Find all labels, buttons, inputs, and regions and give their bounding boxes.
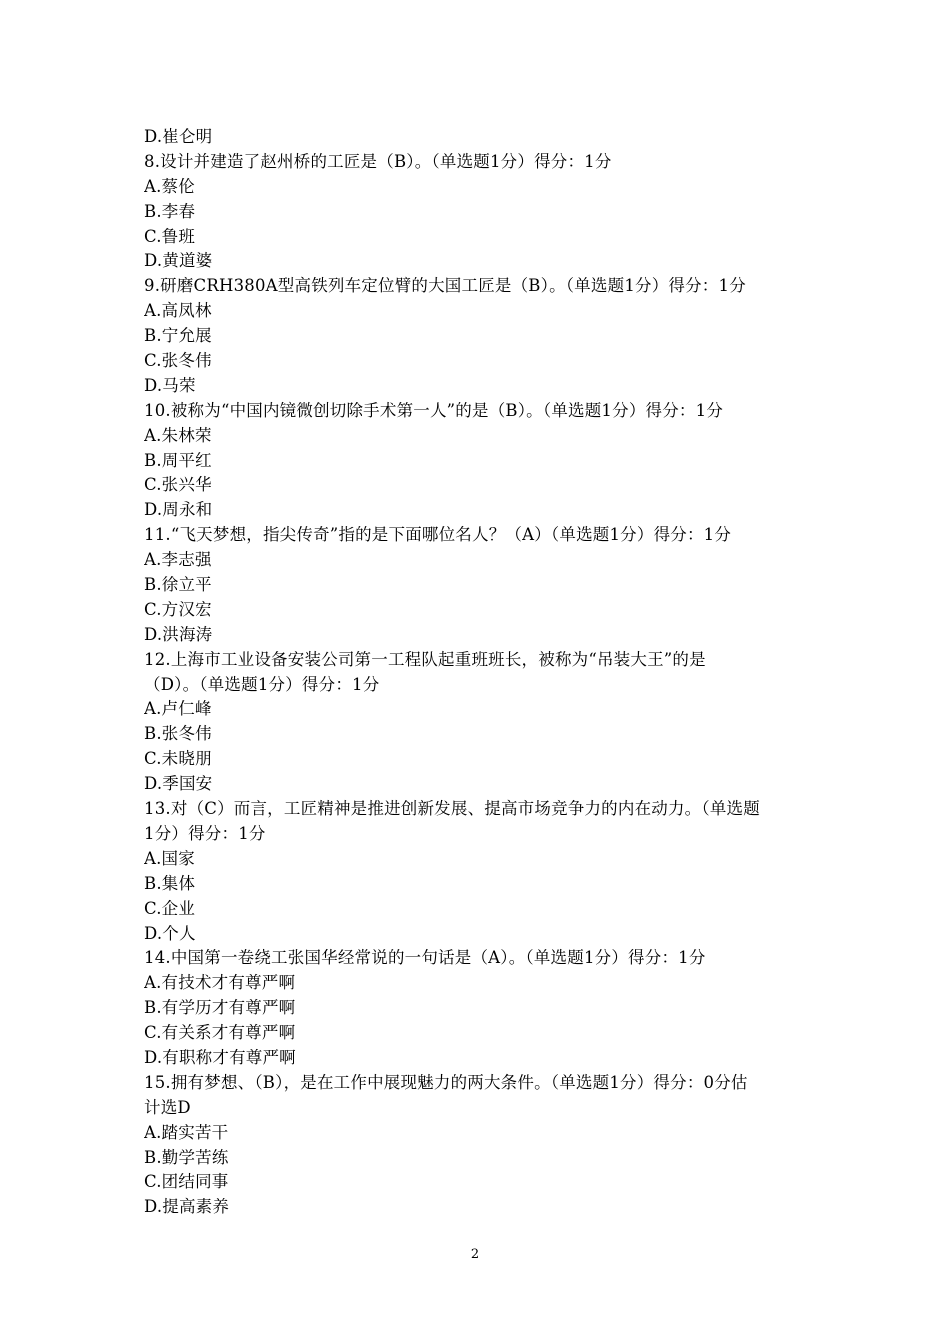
option-text: D.黄道婆 xyxy=(144,251,213,271)
question-text: 14.中国第一卷绕工张国华经常说的一句话是（A）。（单选题1分）得分：1分 xyxy=(144,948,706,968)
option-text: C.张兴华 xyxy=(144,475,212,495)
option-text: B.集体 xyxy=(144,873,196,893)
option-text: A.国家 xyxy=(144,848,195,868)
option-text: C.有关系才有尊严啊 xyxy=(144,1023,296,1043)
question-text: 9.研磨CRH380A型高铁列车定位臂的大国工匠是（B）。（单选题1分）得分：1分 xyxy=(144,276,746,296)
option-text: D.有职称才有尊严啊 xyxy=(144,1047,296,1067)
option-text: D.个人 xyxy=(144,923,196,943)
option-text: C.张冬伟 xyxy=(144,351,212,371)
option-text: C.企业 xyxy=(144,898,196,918)
option-text: A.蔡伦 xyxy=(144,176,195,196)
option-text: B.徐立平 xyxy=(144,575,212,595)
option-text: A.有技术才有尊严啊 xyxy=(144,973,296,993)
option-text: D.洪海涛 xyxy=(144,624,213,644)
document-body xyxy=(144,125,810,1220)
question-text: 11.“飞天梦想，指尖传奇”指的是下面哪位名人？（A）（单选题1分）得分：1分 xyxy=(144,525,732,545)
option-text: B.李春 xyxy=(144,201,196,221)
option-text: A.踏实苦干 xyxy=(144,1122,229,1142)
option-text: B.周平红 xyxy=(144,450,212,470)
option-text: B.宁允展 xyxy=(144,326,212,346)
option-text: A.卢仁峰 xyxy=(144,699,212,719)
question-text: 13.对（C）而言，工匠精神是推进创新发展、提高市场竞争力的内在动力。（单选题 xyxy=(144,799,760,819)
option-text: A.李志强 xyxy=(144,550,212,570)
option-text: B.有学历才有尊严啊 xyxy=(144,998,296,1018)
question-text: 10.被称为“中国内镜微创切除手术第一人”的是（B）。（单选题1分）得分：1分 xyxy=(144,400,724,420)
option-text: D.周永和 xyxy=(144,500,213,520)
question-text-continued: 计选D xyxy=(144,1097,191,1117)
option-text: A.朱林荣 xyxy=(144,425,212,445)
option-text: C.未晓朋 xyxy=(144,749,212,769)
option-text: A.高凤林 xyxy=(144,301,212,321)
option-text: B.勤学苦练 xyxy=(144,1147,229,1167)
page-number: 2 xyxy=(470,1247,480,1262)
text-line: D.崔仑明 xyxy=(144,127,213,146)
option-text: D.提高素养 xyxy=(144,1197,230,1217)
question-text: 12.上海市工业设备安装公司第一工程队起重班班长，被称为“吊装大王”的是 xyxy=(144,649,706,669)
question-text: 15.拥有梦想、（B），是在工作中展现魅力的两大条件。（单选题1分）得分：0分估 xyxy=(144,1072,748,1092)
option-text: B.张冬伟 xyxy=(144,724,212,744)
option-text: D.马荣 xyxy=(144,375,196,395)
option-text: C.团结同事 xyxy=(144,1172,229,1192)
option-text: C.鲁班 xyxy=(144,226,196,246)
option-text: C.方汉宏 xyxy=(144,599,212,619)
option-text: D.季国安 xyxy=(144,774,213,794)
question-text-continued: （D）。（单选题1分）得分：1分 xyxy=(144,674,380,694)
question-text: 8.设计并建造了赵州桥的工匠是（B）。（单选题1分）得分：1分 xyxy=(144,151,612,171)
question-text-continued: 1分）得分：1分 xyxy=(144,823,266,843)
